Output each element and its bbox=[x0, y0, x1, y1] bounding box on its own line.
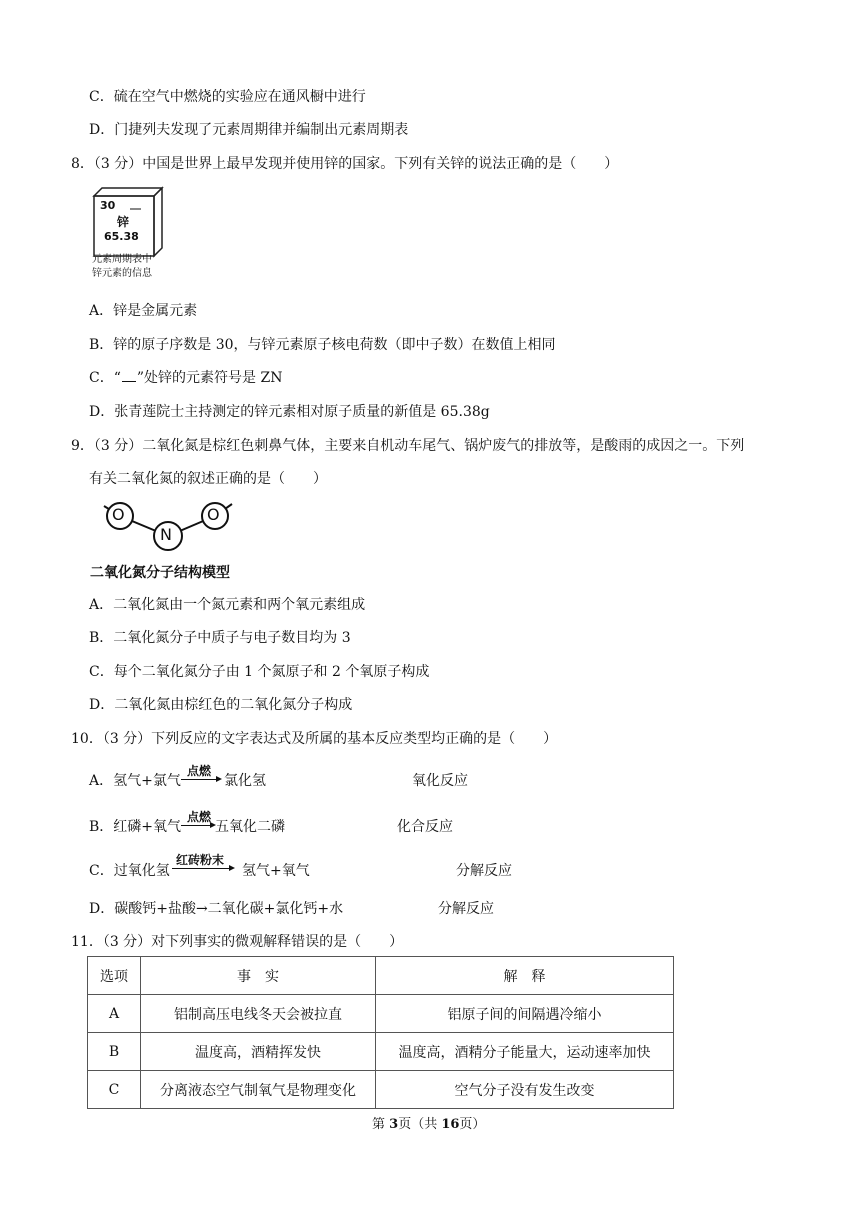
row-b-explanation: 温度高，酒精分子能量大，运动速率加快 bbox=[376, 1033, 674, 1071]
table-row bbox=[88, 1033, 674, 1071]
q10-option-a-arrow bbox=[181, 762, 223, 786]
atom-o-left: O bbox=[112, 505, 125, 524]
q10-option-b-type: 化合反应 bbox=[397, 819, 453, 835]
symbol-blank-line bbox=[122, 370, 136, 382]
q10-option-c-type: 分解反应 bbox=[456, 863, 512, 879]
q9-option-a: A．二氧化氮由一个氮元素和两个氧元素组成 bbox=[89, 597, 366, 613]
row-c-option: C bbox=[88, 1071, 141, 1109]
q8-option-b: B．锌的原子序数是 30，与锌元素原子核电荷数（即中子数）在数值上相同 bbox=[89, 337, 556, 353]
q8-option-c bbox=[89, 367, 282, 387]
q7-option-d: D．门捷列夫发现了元素周期律并编制出元素周期表 bbox=[89, 122, 409, 138]
arrow-head-icon bbox=[216, 776, 222, 782]
q9-option-b: B．二氧化氮分子中质子与电子数目均为 3 bbox=[89, 630, 351, 646]
q10-option-c-arrow bbox=[172, 851, 238, 875]
zinc-caption-line2: 锌元素的信息 bbox=[92, 268, 152, 279]
arrow-head-icon bbox=[229, 865, 235, 871]
no2-molecule-model bbox=[90, 496, 260, 586]
q10-stem: 10．（3 分）下列反应的文字表达式及所属的基本反应类型均正确的是（ ） bbox=[71, 731, 558, 747]
atom-o-right: O bbox=[207, 505, 220, 524]
q10-option-b-lhs: B．红磷+氧气 bbox=[89, 819, 182, 835]
q10-option-a-lhs: A．氢气+氯气 bbox=[89, 773, 181, 789]
atom-n: N bbox=[160, 525, 172, 544]
arrow-shaft bbox=[181, 779, 217, 780]
q11-stem: 11．（3 分）对下列事实的微观解释错误的是（ ） bbox=[71, 934, 404, 950]
q10-option-c-lhs: C．过氧化氢 bbox=[89, 863, 170, 879]
row-c-fact: 分离液态空气制氧气是物理变化 bbox=[141, 1071, 376, 1109]
zinc-symbol-blank: __ bbox=[130, 197, 141, 210]
q10-option-d-equation: D．碳酸钙+盐酸→二氧化碳+氯化钙+水 bbox=[89, 901, 344, 917]
table-header-row bbox=[88, 957, 674, 995]
q7-option-c: C．硫在空气中燃烧的实验应在通风橱中进行 bbox=[89, 89, 366, 105]
arrow-shaft bbox=[181, 825, 211, 826]
header-explanation: 解 释 bbox=[376, 957, 674, 995]
q8-option-c-post: ”处锌的元素符号是 ZN bbox=[136, 370, 283, 386]
q10-option-b-rhs: 五氧化二磷 bbox=[215, 819, 285, 835]
footer-page-number: 3 bbox=[389, 1117, 399, 1132]
table-row bbox=[88, 1071, 674, 1109]
header-option: 选项 bbox=[88, 957, 141, 995]
table-row bbox=[88, 995, 674, 1033]
q10-option-a-type: 氧化反应 bbox=[412, 773, 468, 789]
row-a-explanation: 铝原子间的间隔遇冷缩小 bbox=[376, 995, 674, 1033]
q10-option-d-type: 分解反应 bbox=[438, 901, 494, 917]
zinc-mass: 65.38 bbox=[104, 230, 139, 243]
zinc-element-card bbox=[92, 186, 172, 278]
q9-option-c: C．每个二氧化氮分子由 1 个氮原子和 2 个氧原子构成 bbox=[89, 664, 430, 680]
zinc-caption-line1: 元素周期表中 bbox=[92, 254, 152, 265]
row-b-option: B bbox=[88, 1033, 141, 1071]
footer-post: 页） bbox=[459, 1117, 486, 1132]
q8-option-d: D．张青莲院士主持测定的锌元素相对原子质量的新值是 65.38g bbox=[89, 404, 490, 420]
q11-table bbox=[87, 956, 674, 1109]
q8-option-c-pre: C．“ bbox=[89, 370, 121, 386]
zinc-name: 锌 bbox=[117, 215, 130, 229]
arrow-shaft bbox=[172, 868, 230, 869]
footer-total-pages: 16 bbox=[441, 1117, 460, 1132]
q8-stem: 8．（3 分）中国是世界上最早发现并使用锌的国家。下列有关锌的说法正确的是（ ） bbox=[71, 156, 619, 172]
page-footer bbox=[372, 1113, 485, 1132]
row-b-fact: 温度高，酒精挥发快 bbox=[141, 1033, 376, 1071]
row-a-fact: 铝制高压电线冬天会被拉直 bbox=[141, 995, 376, 1033]
q9-option-d: D．二氧化氮由棕红色的二氧化氮分子构成 bbox=[89, 697, 353, 713]
q10-option-b-condition: 点燃 bbox=[187, 810, 212, 824]
footer-mid: 页（共 bbox=[398, 1117, 442, 1132]
q10-option-c-rhs: 氢气+氧气 bbox=[242, 863, 310, 879]
row-a-option: A bbox=[88, 995, 141, 1033]
q10-option-a-condition: 点燃 bbox=[187, 764, 212, 778]
row-c-explanation: 空气分子没有发生改变 bbox=[376, 1071, 674, 1109]
footer-pre: 第 bbox=[372, 1117, 390, 1132]
q10-option-a-rhs: 氯化氢 bbox=[224, 773, 266, 789]
zinc-atomic-number: 30 bbox=[100, 199, 116, 212]
q9-stem-line1: 9．（3 分）二氧化氮是棕红色刺鼻气体，主要来自机动车尾气、锅炉废气的排放等，是酸雨的成因之一。下列 bbox=[71, 438, 745, 454]
no2-model-caption: 二氧化氮分子结构模型 bbox=[90, 565, 230, 581]
q9-stem-line2: 有关二氧化氮的叙述正确的是（ ） bbox=[89, 471, 327, 487]
q10-option-c-condition: 红砖粉末 bbox=[176, 853, 225, 867]
q8-option-a: A．锌是金属元素 bbox=[89, 303, 198, 319]
header-fact: 事 实 bbox=[141, 957, 376, 995]
